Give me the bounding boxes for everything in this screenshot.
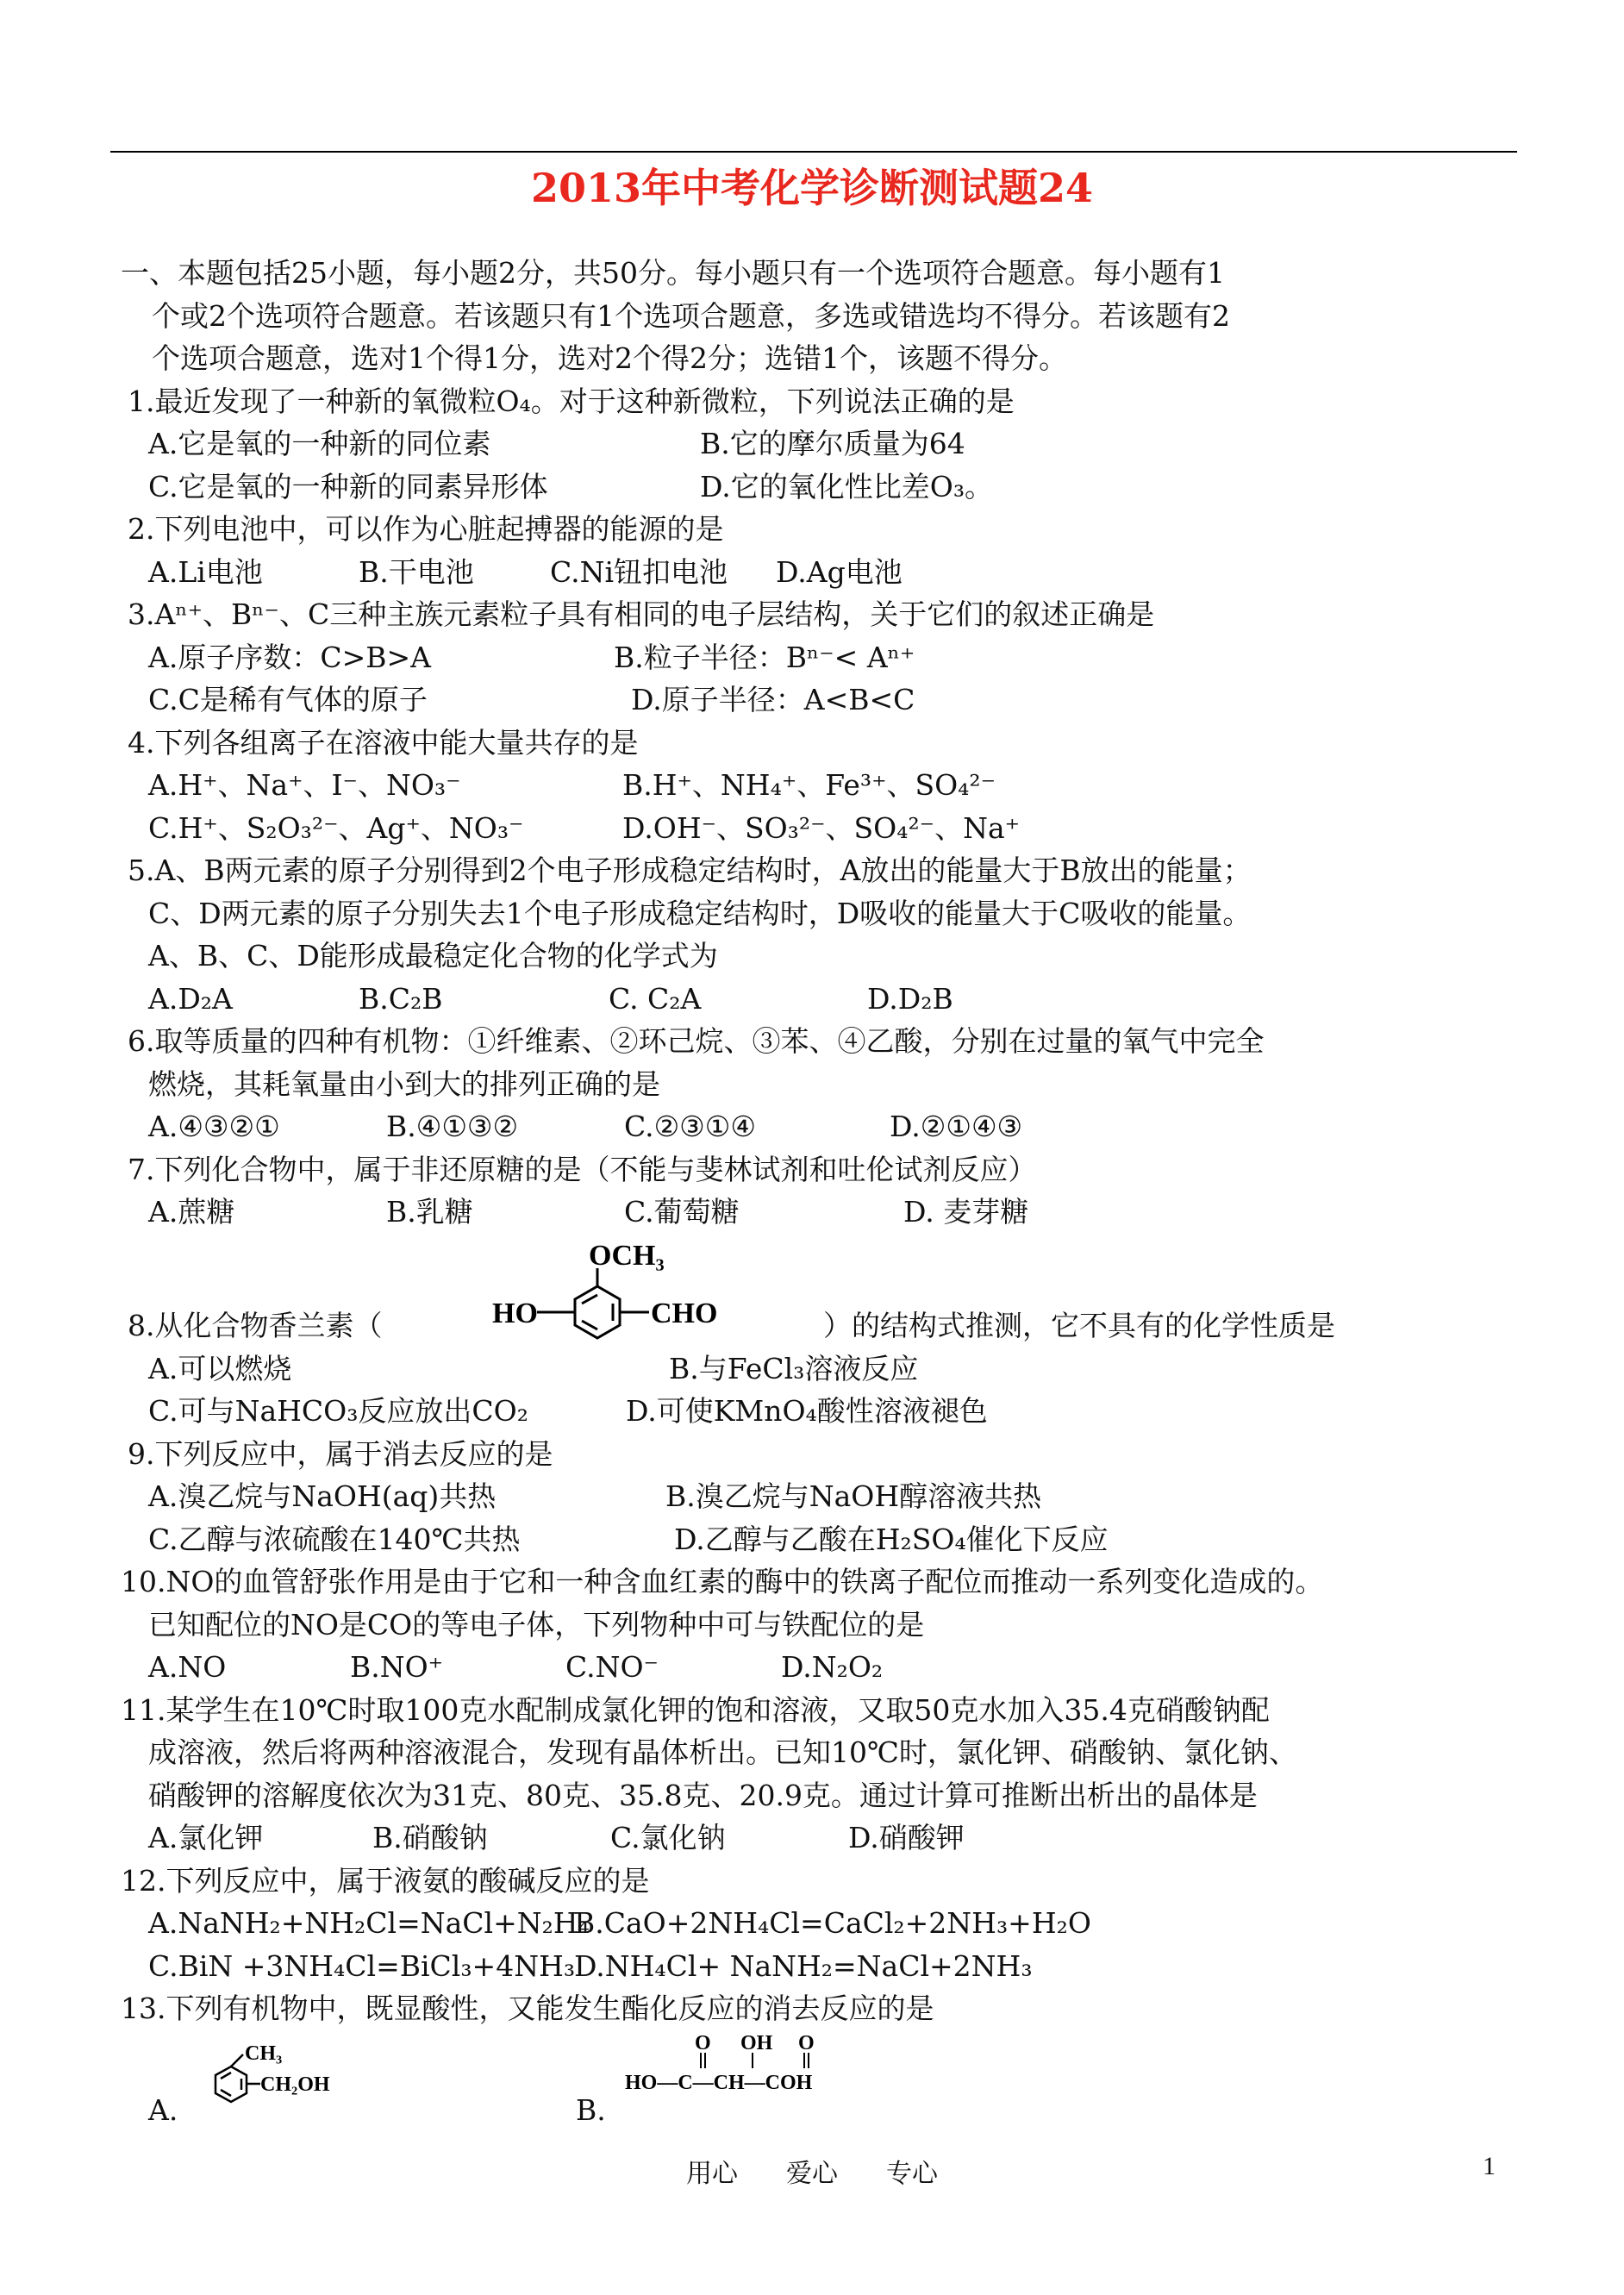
option-d: D.乙醇与乙酸在H₂SO₄催化下反应 xyxy=(674,1522,1109,1556)
option-a: A.溴乙烷与NaOH(aq)共热 xyxy=(148,1479,497,1513)
option-a: A.氯化钾 xyxy=(148,1821,264,1854)
option-c: C.BiN +3NH₄Cl=BiCl₃+4NH₃ xyxy=(148,1948,576,1983)
option-b: B.乳糖 xyxy=(386,1195,473,1229)
question-11-stem: 硝酸钾的溶解度依次为31克、80克、35.8克、20.9克。通过计算可推断出析出的晶体是 xyxy=(148,1778,1258,1812)
option-c: C.Ni钮扣电池 xyxy=(550,554,728,589)
option-b: B.NO⁺ xyxy=(350,1650,444,1684)
question-8-stem-pre: 8.从化合物香兰素（ xyxy=(128,1308,383,1342)
option-c: C.氯化钠 xyxy=(610,1821,726,1854)
option-b-carbonyl-o-1: O xyxy=(695,2031,711,2054)
option-a: A.④③②① xyxy=(148,1110,280,1143)
option-d: D.硝酸钾 xyxy=(848,1821,965,1854)
question-6-stem: 6.取等质量的四种有机物：①纤维素、②环己烷、③苯、④乙酸，分别在过量的氧气中完全 xyxy=(128,1024,1265,1058)
question-5-options xyxy=(121,978,1534,1021)
option-c: C.可与NaHCO₃反应放出CO₂ xyxy=(148,1394,528,1428)
instruction-line: 个或2个选项符合题意。若该题只有1个选项合题意，多选或错选均不得分。若该题有2 xyxy=(152,298,1230,333)
question-4-stem: 4.下列各组离子在溶液中能大量共存的是 xyxy=(128,725,639,760)
option-c: C.NO⁻ xyxy=(565,1650,659,1684)
option-a: A.D₂A xyxy=(148,981,233,1016)
option-c: C.C是稀有气体的原子 xyxy=(148,683,428,716)
instruction-line: 个选项合题意，选对1个得1分，选对2个得2分；选错1个，该题不得分。 xyxy=(152,341,1067,375)
section-instructions xyxy=(121,252,1534,380)
page-number: 1 xyxy=(1483,2152,1496,2180)
vanillin-aldehyde-label: CHO xyxy=(651,1297,718,1329)
option-a: A.可以燃烧 xyxy=(148,1351,292,1385)
question-1-options xyxy=(121,422,1534,466)
question-13-stem: 13.下列有机物中，既显酸性，又能发生酯化反应的消去反应的是 xyxy=(121,1992,934,2025)
question-1-options xyxy=(121,466,1534,509)
option-a: A.蔗糖 xyxy=(148,1195,235,1229)
option-c: C. C₂A xyxy=(609,981,702,1016)
option-b: B.CaO+2NH₄Cl=CaCl₂+2NH₃+H₂O xyxy=(574,1906,1091,1940)
option-b: B.粒子半径：Bⁿ⁻< Aⁿ⁺ xyxy=(614,640,915,674)
option-a-methyl-label: CH₃ xyxy=(245,2042,283,2065)
option-a: A.NaNH₂+NH₂Cl=NaCl+N₂H₄ xyxy=(148,1906,590,1940)
question-11-stem: 11.某学生在10℃时取100克水配制成氯化钾的饱和溶液，又取50克水加入35.4克硝酸钠配 xyxy=(121,1692,1270,1727)
option-a: A.原子序数：C>B>A xyxy=(148,640,431,674)
option-d: D.原子半径：A<B<C xyxy=(631,683,915,716)
option-b: B.④①③② xyxy=(386,1110,519,1143)
footer-word: 专心 xyxy=(886,2159,938,2189)
question-9-stem: 9.下列反应中，属于消去反应的是 xyxy=(128,1436,553,1471)
option-b: B.它的摩尔质量为64 xyxy=(700,427,965,460)
option-a: A.它是氧的一种新的同位素 xyxy=(148,427,491,460)
question-10-stem: 已知配位的NO是CO的等电子体，下列物种中可与铁配位的是 xyxy=(148,1607,925,1642)
question-12-options xyxy=(121,1945,1534,1988)
question-6-options xyxy=(121,1105,1534,1148)
option-b: B.硝酸钠 xyxy=(372,1821,488,1854)
option-c: C.乙醇与浓硫酸在140℃共热 xyxy=(148,1522,521,1556)
question-12-options xyxy=(121,1902,1534,1945)
question-13-figures xyxy=(121,2030,1534,2142)
option-a: A.Li电池 xyxy=(148,554,263,589)
question-1-stem: 1.最近发现了一种新的氧微粒O₄。对于这种新微粒，下列说法正确的是 xyxy=(128,384,1015,418)
option-c: C.②③①④ xyxy=(624,1110,756,1143)
question-8-stem-post: ）的结构式推测，它不具有的化学性质是 xyxy=(823,1308,1335,1342)
option-a: A.NO xyxy=(148,1650,227,1684)
option-c: C.H⁺、S₂O₃²⁻、Ag⁺、NO₃⁻ xyxy=(148,810,524,845)
option-d: D.Ag电池 xyxy=(776,554,903,589)
option-a-structure-figure xyxy=(198,2030,405,2134)
question-2-options xyxy=(121,551,1534,594)
option-c: C.葡萄糖 xyxy=(624,1195,740,1229)
option-b: B.C₂B xyxy=(359,981,443,1016)
question-9-options xyxy=(121,1475,1534,1518)
option-d: D.N₂O₂ xyxy=(781,1650,884,1684)
question-2-stem: 2.下列电池中，可以作为心脏起搏器的能源的是 xyxy=(128,512,724,546)
option-a-label: A. xyxy=(148,2092,178,2127)
option-d: D.可使KMnO₄酸性溶液褪色 xyxy=(626,1394,988,1428)
footer-word: 用心 xyxy=(686,2159,738,2189)
option-d: D.②①④③ xyxy=(890,1110,1023,1143)
option-b-carbonyl-o-2: O xyxy=(798,2031,815,2054)
question-11-stem: 成溶液，然后将两种溶液混合，发现有晶体析出。已知10℃时，氯化钾、硝酸钠、氯化钠、 xyxy=(148,1735,1297,1769)
option-d: D.D₂B xyxy=(867,981,953,1016)
option-d: D.它的氧化性比差O₃。 xyxy=(700,469,994,503)
option-b: B.H⁺、NH₄⁺、Fe³⁺、SO₄²⁻ xyxy=(622,768,996,802)
question-4-options xyxy=(121,807,1534,850)
question-3-stem: 3.Aⁿ⁺、Bⁿ⁻、C三种主族元素粒子具有相同的电子层结构，关于它们的叙述正确是 xyxy=(128,597,1155,631)
question-3-options xyxy=(121,678,1534,722)
question-8-stem xyxy=(121,1234,1534,1354)
option-b-structure-figure xyxy=(625,2030,884,2134)
question-10-options xyxy=(121,1646,1534,1689)
instruction-line: 一、本题包括25小题，每小题2分，共50分。每小题只有一个选项符合题意。每小题有1 xyxy=(121,256,1225,290)
vanillin-structure-figure xyxy=(435,1232,845,1353)
option-b: B.与FeCl₃溶液反应 xyxy=(669,1351,919,1385)
question-12-stem: 12.下列反应中，属于液氨的酸碱反应的是 xyxy=(121,1863,650,1898)
option-b-chain-label: HO—C—CH—COH xyxy=(625,2071,813,2094)
vanillin-hydroxy-label: HO xyxy=(492,1297,538,1329)
question-5-stem: 5.A、B两元素的原子分别得到2个电子形成稳定结构时，A放出的能量大于B放出的能量； xyxy=(128,854,1252,887)
question-10-stem: 10.NO的血管舒张作用是由于它和一种含血红素的酶中的铁离子配位而推动一系列变化造成的。 xyxy=(121,1565,1324,1598)
question-8-options xyxy=(121,1390,1534,1433)
option-b-label: B. xyxy=(576,2092,606,2127)
option-d: D.NH₄Cl+ NaNH₂=NaCl+2NH₃ xyxy=(574,1948,1033,1983)
question-9-options xyxy=(121,1518,1534,1561)
question-7-stem: 7.下列化合物中，属于非还原糖的是（不能与斐林试剂和吐伦试剂反应） xyxy=(128,1152,1037,1186)
option-b: B.溴乙烷与NaOH醇溶液共热 xyxy=(665,1479,1042,1513)
footer-word: 爱心 xyxy=(786,2159,838,2189)
header-rule xyxy=(110,151,1517,153)
question-11-options xyxy=(121,1817,1534,1860)
option-a-hydroxymethyl-label: CH₂OH xyxy=(260,2073,330,2096)
question-5-stem: A、B、C、D能形成最稳定化合物的化学式为 xyxy=(148,939,718,972)
option-c: C.它是氧的一种新的同素异形体 xyxy=(148,469,548,503)
question-3-options xyxy=(121,636,1534,679)
question-4-options xyxy=(121,764,1534,807)
option-b: B.干电池 xyxy=(359,554,474,589)
document-body xyxy=(121,252,1534,2142)
footer-motto xyxy=(0,2152,1624,2190)
option-d: D. 麦芽糖 xyxy=(903,1195,1029,1229)
option-d: D.OH⁻、SO₃²⁻、SO₄²⁻、Na⁺ xyxy=(622,810,1021,845)
question-7-options xyxy=(121,1191,1534,1234)
question-5-stem: C、D两元素的原子分别失去1个电子形成稳定结构时，D吸收的能量大于C吸收的能量。 xyxy=(148,896,1252,930)
page-title: 2013年中考化学诊断测试题24 xyxy=(530,165,1094,211)
option-b-hydroxyl-label: OH xyxy=(740,2031,773,2054)
question-6-stem: 燃烧，其耗氧量由小到大的排列正确的是 xyxy=(148,1066,660,1101)
vanillin-methoxy-label: OCH₃ xyxy=(589,1239,665,1272)
option-a: A.H⁺、Na⁺、I⁻、NO₃⁻ xyxy=(148,768,461,802)
